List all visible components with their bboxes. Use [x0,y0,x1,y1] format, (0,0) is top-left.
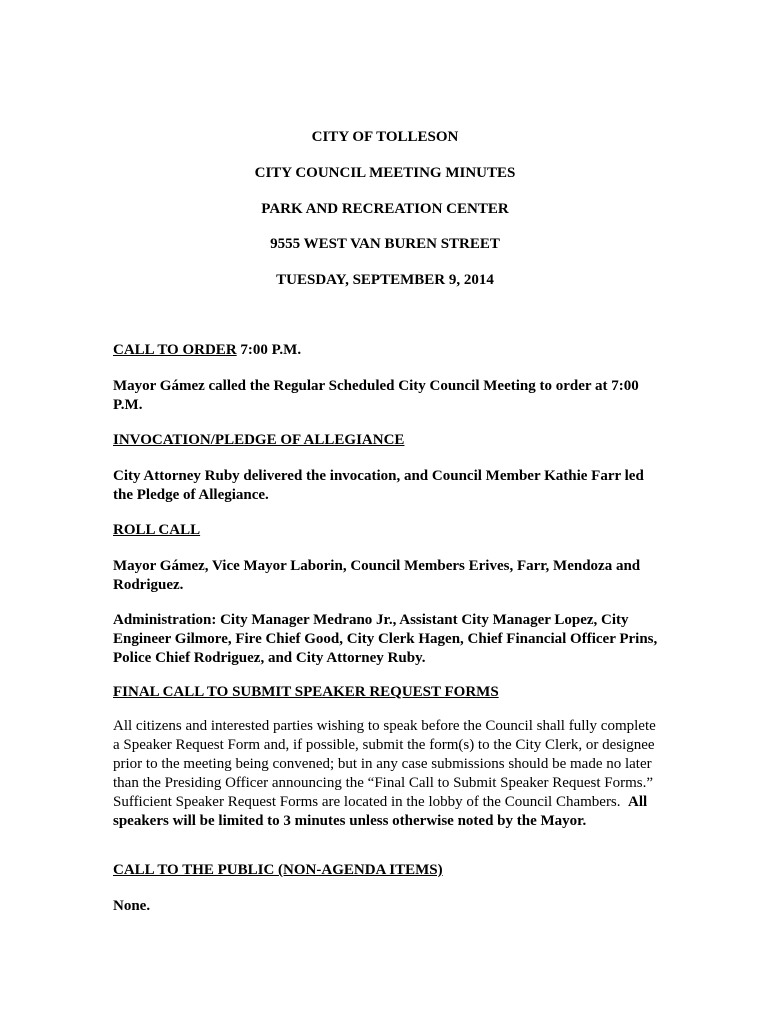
header-address: 9555 WEST VAN BUREN STREET [270,236,500,252]
speaker-forms-body [113,717,661,831]
invocation-heading-label: INVOCATION/PLEDGE OF ALLEGIANCE [113,432,405,448]
header-date: TUESDAY, SEPTEMBER 9, 2014 [276,272,494,288]
speaker-forms-heading-label: FINAL CALL TO SUBMIT SPEAKER REQUEST FORMS [113,684,499,700]
call-to-public-body: None. [113,898,151,914]
invocation-heading [113,431,658,450]
call-to-order-heading-label: CALL TO ORDER [113,342,237,358]
roll-call-administration: Administration: City Manager Medrano Jr., Assistant City Manager Lopez, City Engineer Gilmore, Fire Chief Good, City Clerk Hagen, Chief Financial Officer Prins, Police Chief Rodriguez, and City Attorney Ruby. [113,612,658,666]
roll-call-heading-label: ROLL CALL [113,522,201,538]
header-venue: PARK AND RECREATION CENTER [261,201,509,217]
header-document-title: CITY COUNCIL MEETING MINUTES [254,165,516,181]
speaker-forms-heading [113,683,658,702]
roll-call-heading [113,521,658,540]
speaker-forms-body-text: All citizens and interested parties wishing to speak before the Council shall fully complete a Speaker Request Form and, if possible, submit the form(s) to the City Clerk, or designee prior to the meeting being convened; but in any case submissions should be made no later than the Presiding Officer announcing the “Final Call to Submit Speaker Request Forms.” Sufficient Speaker Request Forms are located in the lobby of the Council Chambers. [113,718,661,810]
speaker-forms-time-limit: All speakers will be limited to 3 minutes unless otherwise noted by the Mayor. [113,794,648,829]
call-to-public-heading-label: CALL TO THE PUBLIC (NON-AGENDA ITEMS) [113,862,443,878]
call-to-order-time: 7:00 P.M. [236,342,302,358]
call-to-public-heading [113,861,658,880]
call-to-order-heading [113,341,658,360]
roll-call-members: Mayor Gámez, Vice Mayor Laborin, Council Members Erives, Farr, Mendoza and Rodriguez. [113,558,641,593]
header-city-name: CITY OF TOLLESON [311,129,459,145]
call-to-order-body: Mayor Gámez called the Regular Scheduled City Council Meeting to order at 7:00 P.M. [113,378,639,413]
invocation-body: City Attorney Ruby delivered the invocation, and Council Member Kathie Farr led the Pledge of Allegiance. [113,468,644,503]
